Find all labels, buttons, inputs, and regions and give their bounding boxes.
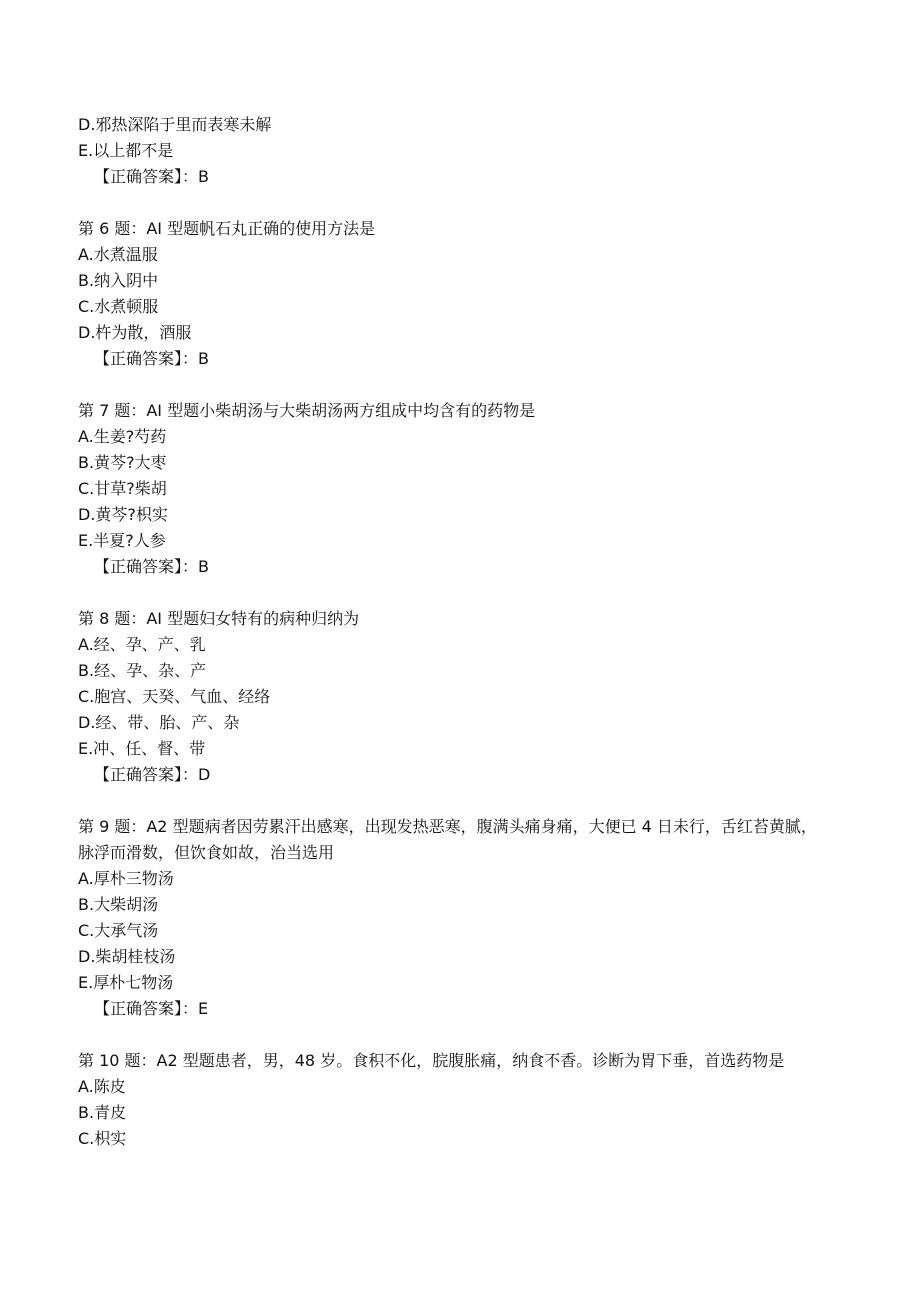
- option-c: C.胞宫、天癸、气血、经络: [78, 687, 271, 706]
- option-c: C.枳实: [78, 1129, 127, 1148]
- option-a: A.厚朴三物汤: [78, 869, 174, 888]
- option-c: C.水煮顿服: [78, 297, 159, 316]
- option-c: C.大承气汤: [78, 921, 159, 940]
- option-b: B.大柴胡汤: [78, 895, 159, 914]
- option-a: A.经、孕、产、乳: [78, 635, 206, 654]
- spacer: [78, 580, 838, 606]
- option-d: D.经、带、胎、产、杂: [78, 713, 240, 732]
- option-d: D.柴胡桂枝汤: [78, 947, 176, 966]
- option-b: B.经、孕、杂、产: [78, 661, 207, 680]
- option-b: B.黄芩?大枣: [78, 453, 167, 472]
- option-b: B.青皮: [78, 1103, 127, 1122]
- option-d: D.黄芩?枳实: [78, 505, 168, 524]
- option-b: B.纳入阴中: [78, 271, 159, 290]
- question-title: 第 10 题：A2 型题患者，男，48 岁。食积不化，脘腹胀痛，纳食不香。诊断为胃下垂，首选药物是: [78, 1051, 785, 1070]
- option-a: A.生姜?芍药: [78, 427, 167, 446]
- option-e: E.以上都不是: [78, 141, 174, 160]
- option-c: C.甘草?柴胡: [78, 479, 167, 498]
- option-e: E.冲、任、督、带: [78, 739, 206, 758]
- question-8: [78, 606, 838, 788]
- spacer: [78, 1022, 838, 1048]
- correct-answer: 【正确答案】：D: [94, 765, 211, 784]
- question-7: [78, 398, 838, 580]
- correct-answer: 【正确答案】：E: [94, 999, 209, 1018]
- question-title: 第 6 题：AI 型题帆石丸正确的使用方法是: [78, 219, 376, 238]
- spacer: [78, 190, 838, 216]
- spacer: [78, 372, 838, 398]
- correct-answer: 【正确答案】：B: [94, 349, 209, 368]
- spacer: [78, 788, 838, 814]
- question-5-tail: [78, 112, 838, 190]
- option-d: D.杵为散，酒服: [78, 323, 192, 342]
- question-6: [78, 216, 838, 372]
- option-e: E.半夏?人参: [78, 531, 166, 550]
- option-a: A.陈皮: [78, 1077, 126, 1096]
- question-9: [78, 814, 838, 1022]
- document-page: [78, 112, 838, 1152]
- question-title: 第 9 题：A2 型题病者因劳累汗出感寒，出现发热恶寒，腹满头痛身痛，大便已 4 日未行，舌红苔黄腻，脉浮而滑数，但饮食如故，治当选用: [78, 817, 817, 862]
- option-e: E.厚朴七物汤: [78, 973, 174, 992]
- question-10: [78, 1048, 838, 1152]
- question-title: 第 8 题：AI 型题妇女特有的病种归纳为: [78, 609, 360, 628]
- option-d: D.邪热深陷于里而表寒未解: [78, 115, 272, 134]
- option-a: A.水煮温服: [78, 245, 158, 264]
- correct-answer: 【正确答案】：B: [94, 557, 209, 576]
- question-title: 第 7 题：AI 型题小柴胡汤与大柴胡汤两方组成中均含有的药物是: [78, 401, 536, 420]
- correct-answer: 【正确答案】：B: [94, 167, 209, 186]
